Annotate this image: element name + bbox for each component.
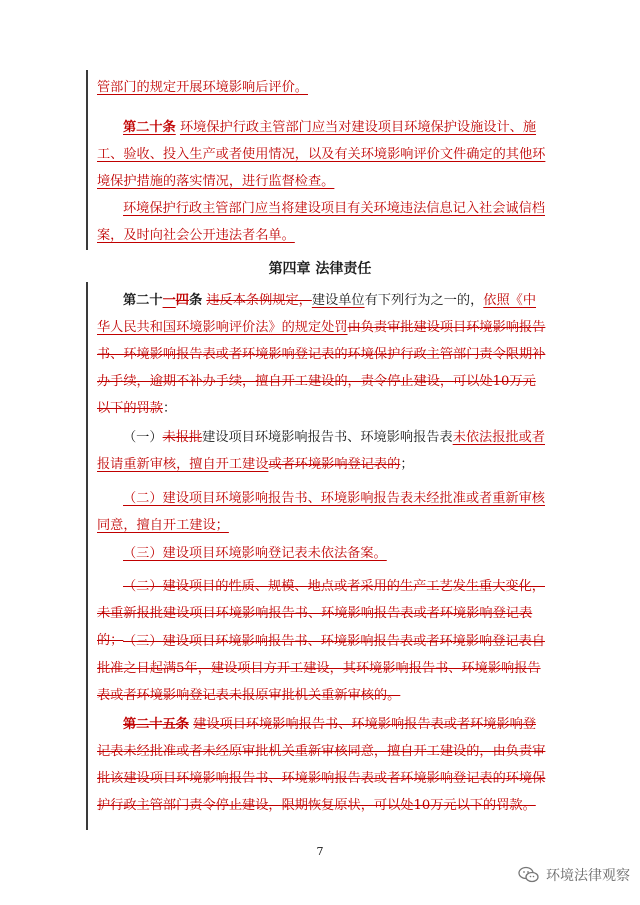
paragraph-continuation: 管部门的规定开展环境影响后评价。 <box>97 80 308 95</box>
article-20-paragraph-2: 环境保护行政主管部门应当将建设项目有关环境违法信息记入社会诚信档案，及时向社会公开违法者名单。 <box>97 201 545 243</box>
article-25-deleted: 第二十五条 建设项目环境影响报告书、环境影响报告表或者环境影响登记表未经批准或者未经原审批机关重新审核同意，擅自开工建设的，由负责审批该建设项目环境影响报告书、环境影响报告表或者环境影响登记表的环境保护行政主管部门责令停止建设，限期恢复原状，可以处10万元以下的罚款。 <box>97 717 546 813</box>
article-20-body: 环境保护行政主管部门应当对建设项目环境保护设施设计、施工、验收、投入生产或者使用情况，以及有关环境影响评价文件确定的其他环境保护措施的落实情况，进行监督检查。 <box>97 120 546 189</box>
item-1: （一）未报批建设项目环境影响报告书、环境影响报告表未依法报批或者报请重新审核，擅自开工建设或者环境影响登记表的； <box>97 430 545 472</box>
article-20 <box>97 114 547 195</box>
article-21: 第二十一四条 违反本条例规定，建设单位有下列行为之一的，依照《中华人民共和国环境影响评价法》的规定处罚由负责审批建设项目环境影响报告书、环境影响报告表或者环境影响登记表的环境保护行政主管部门责令限期补办手续，逾期不补办手续，擅自开工建设的，责令停止建设，可以处10万元以下的罚款： <box>97 293 546 416</box>
revision-bar <box>86 282 88 830</box>
watermark <box>518 865 630 885</box>
article-20-heading: 第二十条 <box>123 120 176 135</box>
item-2-deleted: （二）建设项目的性质、规模、地点或者采用的生产工艺发生重大变化，未重新报批建设项目环境影响报告书、环境影响报告表或者环境影响登记表的； <box>97 579 545 648</box>
revision-bar <box>86 70 88 250</box>
item-3-new: （三）建设项目环境影响登记表未依法备案。 <box>123 546 387 561</box>
chapter-heading: 第四章 法律责任 <box>268 261 372 277</box>
wechat-icon <box>518 866 540 884</box>
item-3-deleted: （三）建设项目环境影响报告书、环境影响报告表或者环境影响登记表自批准之日起满5年，建设项目方开工建设，其环境影响报告书、环境影响报告表或者环境影响登记表未报原审批机关重新审核的。 <box>97 634 545 703</box>
article-25-heading: 第二十五条 <box>123 717 189 732</box>
watermark-text: 环境法律观察 <box>546 868 630 884</box>
page-number: 7 <box>316 845 324 858</box>
item-2-new: （二）建设项目环境影响报告书、环境影响报告表未经批准或者重新审核同意，擅自开工建设； <box>97 491 545 533</box>
